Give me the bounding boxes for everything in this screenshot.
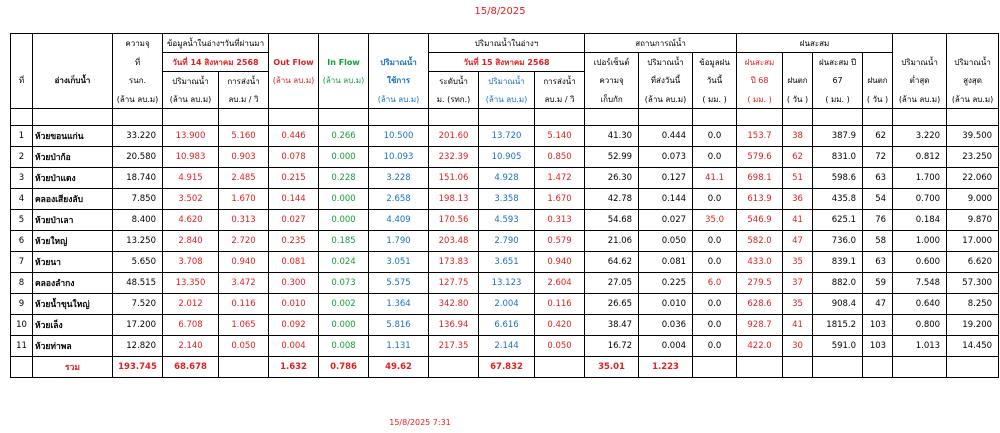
cell-min: 0.184 [893, 210, 947, 231]
status-group-header: สถานการณ์น้ำ [585, 34, 737, 53]
capacity-header: ความจุ [113, 34, 163, 53]
cell-prev-release: 0.313 [219, 210, 269, 231]
cell-level: 203.48 [429, 231, 479, 252]
cell-rain-today: 0.0 [693, 336, 737, 357]
cell-level: 198.13 [429, 189, 479, 210]
cell-cur-volume: 2.144 [479, 336, 535, 357]
cell-level: 127.75 [429, 273, 479, 294]
cell-days67: 58 [863, 231, 893, 252]
cell-rain68: 579.6 [737, 147, 783, 168]
cell-name: ห้วยเล็ง [33, 315, 113, 336]
table-row [11, 336, 999, 357]
cell-min: 1.000 [893, 231, 947, 252]
cell-days68: 51 [783, 168, 813, 189]
cell-cur-release: 0.116 [535, 294, 585, 315]
cell-usable: 10.093 [369, 147, 429, 168]
cell-rain67: 435.8 [813, 189, 863, 210]
table-body [11, 126, 999, 357]
cell-usable: 1.131 [369, 336, 429, 357]
cell-outflow: 0.081 [269, 252, 319, 273]
cell-min: 1.013 [893, 336, 947, 357]
table-row [11, 147, 999, 168]
cell-percent: 27.05 [585, 273, 639, 294]
cell-capacity: 20.580 [113, 147, 163, 168]
cell-cur-volume: 4.928 [479, 168, 535, 189]
cell-cur-release: 1.670 [535, 189, 585, 210]
cell-outflow: 0.092 [269, 315, 319, 336]
cell-no: 5 [11, 210, 33, 231]
cell-percent: 54.68 [585, 210, 639, 231]
cell-name: ห้วยใหญ่ [33, 231, 113, 252]
cell-level: 217.35 [429, 336, 479, 357]
cell-usable: 10.500 [369, 126, 429, 147]
cell-prev-volume: 2.840 [163, 231, 219, 252]
cell-inflow: 0.000 [319, 147, 369, 168]
cell-cur-volume: 13.123 [479, 273, 535, 294]
cell-rain67: 736.0 [813, 231, 863, 252]
outflow-header [269, 34, 319, 53]
cell-sent: 0.036 [639, 315, 693, 336]
reservoir-header [33, 34, 113, 53]
cell-prev-release: 2.485 [219, 168, 269, 189]
cell-min: 1.700 [893, 168, 947, 189]
cell-percent: 64.62 [585, 252, 639, 273]
cell-usable: 3.228 [369, 168, 429, 189]
cell-sent: 0.073 [639, 147, 693, 168]
table-row [11, 294, 999, 315]
cell-name: ห้วยป่าแดง [33, 168, 113, 189]
cell-name: ห้วยนา [33, 252, 113, 273]
outflow-label: Out Flow [269, 53, 319, 72]
cell-level: 173.83 [429, 252, 479, 273]
cell-outflow: 0.144 [269, 189, 319, 210]
cell-prev-release: 1.670 [219, 189, 269, 210]
cell-outflow: 0.235 [269, 231, 319, 252]
cell-outflow: 0.446 [269, 126, 319, 147]
cell-cur-release: 0.050 [535, 336, 585, 357]
table-row [11, 210, 999, 231]
cell-sent: 0.127 [639, 168, 693, 189]
cell-prev-volume: 3.502 [163, 189, 219, 210]
cell-rain67: 598.6 [813, 168, 863, 189]
cell-max: 17.000 [947, 231, 999, 252]
cell-max: 39.500 [947, 126, 999, 147]
cell-name: ห้วยท่าพล [33, 336, 113, 357]
cell-cur-volume: 13.720 [479, 126, 535, 147]
cell-prev-volume: 10.983 [163, 147, 219, 168]
cell-no: 8 [11, 273, 33, 294]
cell-cur-release: 0.313 [535, 210, 585, 231]
cell-outflow: 0.010 [269, 294, 319, 315]
cell-min: 0.600 [893, 252, 947, 273]
table-row [11, 273, 999, 294]
cell-usable: 1.790 [369, 231, 429, 252]
cell-outflow: 0.215 [269, 168, 319, 189]
cell-min: 0.700 [893, 189, 947, 210]
cell-rain67: 591.0 [813, 336, 863, 357]
cell-days68: 47 [783, 231, 813, 252]
cell-percent: 52.99 [585, 147, 639, 168]
cur-date-label: วันที่ 15 สิงหาคม 2568 [429, 53, 585, 72]
prev-day-group-header: ข้อมูลน้ำในอ่างฯวันที่ผ่านมา [163, 34, 269, 53]
cell-no: 11 [11, 336, 33, 357]
header-row-1 [11, 34, 999, 53]
cell-capacity: 17.200 [113, 315, 163, 336]
cell-usable: 2.658 [369, 189, 429, 210]
cell-days67: 63 [863, 252, 893, 273]
cell-sent: 0.027 [639, 210, 693, 231]
rain-group-header: ฝนสะสม [737, 34, 893, 53]
cell-capacity: 7.520 [113, 294, 163, 315]
cell-cur-volume: 6.616 [479, 315, 535, 336]
cell-percent: 26.30 [585, 168, 639, 189]
cell-prev-release: 3.472 [219, 273, 269, 294]
cell-level: 232.39 [429, 147, 479, 168]
cell-no: 1 [11, 126, 33, 147]
cell-sent: 0.010 [639, 294, 693, 315]
cell-outflow: 0.004 [269, 336, 319, 357]
cell-rain68: 613.9 [737, 189, 783, 210]
cell-capacity: 8.400 [113, 210, 163, 231]
cell-no: 7 [11, 252, 33, 273]
cell-days68: 35 [783, 252, 813, 273]
cell-days67: 76 [863, 210, 893, 231]
cell-max: 23.250 [947, 147, 999, 168]
cell-no: 4 [11, 189, 33, 210]
cell-percent: 42.78 [585, 189, 639, 210]
cell-prev-release: 0.903 [219, 147, 269, 168]
cell-rain68: 582.0 [737, 231, 783, 252]
cell-cur-release: 0.420 [535, 315, 585, 336]
cell-days67: 63 [863, 168, 893, 189]
cell-cur-volume: 2.790 [479, 231, 535, 252]
cell-inflow: 0.266 [319, 126, 369, 147]
cell-no: 9 [11, 294, 33, 315]
cell-inflow: 0.000 [319, 189, 369, 210]
report-timestamp: 15/8/2025 7:31 [389, 418, 451, 427]
cell-rain-today: 41.1 [693, 168, 737, 189]
cell-rain-today: 35.0 [693, 210, 737, 231]
total-label: รวม [33, 357, 113, 378]
table-row [11, 315, 999, 336]
reservoir-table [10, 33, 999, 378]
cell-prev-volume: 6.708 [163, 315, 219, 336]
cell-rain-today: 0.0 [693, 231, 737, 252]
cell-cur-volume: 10.905 [479, 147, 535, 168]
cell-cur-volume: 3.651 [479, 252, 535, 273]
cell-days67: 59 [863, 273, 893, 294]
cell-usable: 5.575 [369, 273, 429, 294]
cell-days68: 41 [783, 210, 813, 231]
cell-sent: 0.225 [639, 273, 693, 294]
cell-rain68: 422.0 [737, 336, 783, 357]
header-row-3: ที่ อ่างเก็บน้ำ รนก. ปริมาณน้ำ การส่งน้ำ (ล้าน ลบ.ม) (ล้าน ลบ.ม) ใช้การ ระดับน้ำ ปริมาณน้ำ การส่งน้ำ ความจุ ที่ส่งวันนี้ วันนี้ ปี 68 ฝนตก 67 ฝนตก ต่ำสุด สูงสุด [11, 72, 999, 91]
cell-prev-release: 0.940 [219, 252, 269, 273]
cell-rain67: 831.0 [813, 147, 863, 168]
cell-days68: 62 [783, 147, 813, 168]
cell-capacity: 48.515 [113, 273, 163, 294]
cell-cur-volume: 4.593 [479, 210, 535, 231]
cell-no: 2 [11, 147, 33, 168]
cell-capacity: 5.650 [113, 252, 163, 273]
cell-name: ห้วยขอนแก่น [33, 126, 113, 147]
cell-prev-volume: 13.900 [163, 126, 219, 147]
cell-percent: 26.65 [585, 294, 639, 315]
cell-inflow: 0.185 [319, 231, 369, 252]
cell-name: คลองเสียงลับ [33, 189, 113, 210]
header-row-2: ที่ วันที่ 14 สิงหาคม 2568 Out Flow In Flow ปริมาณน้ำ วันที่ 15 สิงหาคม 2568 เปอร์เซ็นต์ ปริมาณน้ำ ข้อมูลฝน ฝนสะสม ฝนสะสม ปี ปริมาณน้ำ ปริมาณน้ำ [11, 53, 999, 72]
cell-days67: 54 [863, 189, 893, 210]
cell-no: 10 [11, 315, 33, 336]
cell-prev-volume: 2.012 [163, 294, 219, 315]
cell-cur-release: 0.579 [535, 231, 585, 252]
cell-prev-release: 5.160 [219, 126, 269, 147]
inflow-label: In Flow [319, 53, 369, 72]
cell-rain68: 279.5 [737, 273, 783, 294]
cell-cur-volume: 2.004 [479, 294, 535, 315]
cell-cur-release: 1.472 [535, 168, 585, 189]
cell-usable: 3.051 [369, 252, 429, 273]
cell-level: 170.56 [429, 210, 479, 231]
cell-rain-today: 6.0 [693, 273, 737, 294]
cell-min: 0.640 [893, 294, 947, 315]
cell-inflow: 0.073 [319, 273, 369, 294]
cell-days68: 38 [783, 126, 813, 147]
cell-max: 19.200 [947, 315, 999, 336]
cell-level: 342.80 [429, 294, 479, 315]
prev-date-label: วันที่ 14 สิงหาคม 2568 [163, 53, 269, 72]
cell-rain67: 387.9 [813, 126, 863, 147]
cell-prev-release: 0.050 [219, 336, 269, 357]
cell-cur-release: 2.604 [535, 273, 585, 294]
cell-sent: 0.444 [639, 126, 693, 147]
cell-prev-volume: 13.350 [163, 273, 219, 294]
cell-rain67: 908.4 [813, 294, 863, 315]
table-row [11, 189, 999, 210]
cell-rain68: 433.0 [737, 252, 783, 273]
cell-capacity: 12.820 [113, 336, 163, 357]
cell-rain67: 625.1 [813, 210, 863, 231]
cell-sent: 0.144 [639, 189, 693, 210]
cell-prev-volume: 4.915 [163, 168, 219, 189]
cell-min: 0.812 [893, 147, 947, 168]
cell-usable: 1.364 [369, 294, 429, 315]
min-header [893, 34, 947, 53]
cell-cur-release: 0.940 [535, 252, 585, 273]
cell-outflow: 0.027 [269, 210, 319, 231]
cell-rain-today: 0.0 [693, 252, 737, 273]
cell-inflow: 0.000 [319, 315, 369, 336]
cell-sent: 0.050 [639, 231, 693, 252]
cell-max: 6.620 [947, 252, 999, 273]
cell-capacity: 33.220 [113, 126, 163, 147]
table-row [11, 252, 999, 273]
cell-prev-volume: 4.620 [163, 210, 219, 231]
cell-rain67: 882.0 [813, 273, 863, 294]
cell-rain68: 928.7 [737, 315, 783, 336]
cell-days67: 72 [863, 147, 893, 168]
cell-min: 0.800 [893, 315, 947, 336]
cell-rain-today: 0.0 [693, 315, 737, 336]
cell-cur-release: 0.850 [535, 147, 585, 168]
table-row [11, 168, 999, 189]
cell-rain-today: 0.0 [693, 147, 737, 168]
cell-days67: 103 [863, 336, 893, 357]
cell-percent: 21.06 [585, 231, 639, 252]
cell-cur-release: 5.140 [535, 126, 585, 147]
inflow-header [319, 34, 369, 53]
total-row: รวม 193.745 68.678 1.632 0.786 49.62 67.832 35.01 1.223 [11, 357, 999, 378]
cell-capacity: 13.250 [113, 231, 163, 252]
cell-days68: 36 [783, 189, 813, 210]
cell-usable: 4.409 [369, 210, 429, 231]
cell-inflow: 0.228 [319, 168, 369, 189]
cell-level: 136.94 [429, 315, 479, 336]
report-date: 15/8/2025 [474, 6, 526, 17]
cell-rain67: 839.1 [813, 252, 863, 273]
cell-name: ห้วยน้ำขุนใหญ่ [33, 294, 113, 315]
usable-header [369, 34, 429, 53]
cell-days68: 37 [783, 273, 813, 294]
cell-days67: 47 [863, 294, 893, 315]
cell-rain68: 153.7 [737, 126, 783, 147]
cell-max: 8.250 [947, 294, 999, 315]
cell-rain68: 546.9 [737, 210, 783, 231]
cell-name: ห้วยป่าเลา [33, 210, 113, 231]
cell-inflow: 0.008 [319, 336, 369, 357]
cell-max: 57.300 [947, 273, 999, 294]
cell-inflow: 0.002 [319, 294, 369, 315]
header-row-4: (ล้าน ลบ.ม) (ล้าน ลบ.ม) ลบ.ม / วิ (ล้าน ลบ.ม) ม. (รทก.) (ล้าน ลบ.ม) ลบ.ม / วิ เก็บกัก (ล้าน ลบ.ม) ( มม. ) ( มม. ) ( วัน ) ( มม. ) ( วัน ) (ล้าน ลบ.ม) (ล้าน ลบ.ม) [11, 90, 999, 109]
cell-days68: 41 [783, 315, 813, 336]
cell-percent: 41.30 [585, 126, 639, 147]
cell-max: 9.870 [947, 210, 999, 231]
cell-prev-release: 1.065 [219, 315, 269, 336]
table-row [11, 126, 999, 147]
cell-rain68: 698.1 [737, 168, 783, 189]
cell-usable: 5.816 [369, 315, 429, 336]
cell-rain68: 628.6 [737, 294, 783, 315]
cell-prev-volume: 2.140 [163, 336, 219, 357]
cell-percent: 38.47 [585, 315, 639, 336]
usable-label: ปริมาณน้ำ [369, 53, 429, 72]
cell-capacity: 18.740 [113, 168, 163, 189]
cell-name: ห้วยป่าก้อ [33, 147, 113, 168]
cell-days68: 30 [783, 336, 813, 357]
cell-prev-release: 2.720 [219, 231, 269, 252]
cell-rain67: 1815.2 [813, 315, 863, 336]
cell-days68: 35 [783, 294, 813, 315]
cell-prev-release: 0.116 [219, 294, 269, 315]
cell-no: 6 [11, 231, 33, 252]
cell-outflow: 0.300 [269, 273, 319, 294]
cell-max: 14.450 [947, 336, 999, 357]
cell-inflow: 0.000 [319, 210, 369, 231]
cell-rain-today: 0.0 [693, 294, 737, 315]
cell-max: 22.060 [947, 168, 999, 189]
max-header [947, 34, 999, 53]
cell-cur-volume: 3.358 [479, 189, 535, 210]
cell-max: 9.000 [947, 189, 999, 210]
cell-level: 151.06 [429, 168, 479, 189]
cell-prev-volume: 3.708 [163, 252, 219, 273]
cell-min: 7.548 [893, 273, 947, 294]
cell-rain-today: 0.0 [693, 189, 737, 210]
cell-rain-today: 0.0 [693, 126, 737, 147]
cell-percent: 16.72 [585, 336, 639, 357]
cell-inflow: 0.024 [319, 252, 369, 273]
cell-days67: 62 [863, 126, 893, 147]
index-header [11, 34, 33, 53]
cell-outflow: 0.078 [269, 147, 319, 168]
current-group-header: ปริมาณน้ำในอ่างฯ [429, 34, 585, 53]
cell-sent: 0.081 [639, 252, 693, 273]
cell-name: คลองลำกง [33, 273, 113, 294]
cell-days67: 103 [863, 315, 893, 336]
cell-sent: 0.004 [639, 336, 693, 357]
spacer-row [11, 109, 999, 126]
cell-level: 201.60 [429, 126, 479, 147]
table-row [11, 231, 999, 252]
cell-capacity: 7.850 [113, 189, 163, 210]
cell-no: 3 [11, 168, 33, 189]
cell-min: 3.220 [893, 126, 947, 147]
